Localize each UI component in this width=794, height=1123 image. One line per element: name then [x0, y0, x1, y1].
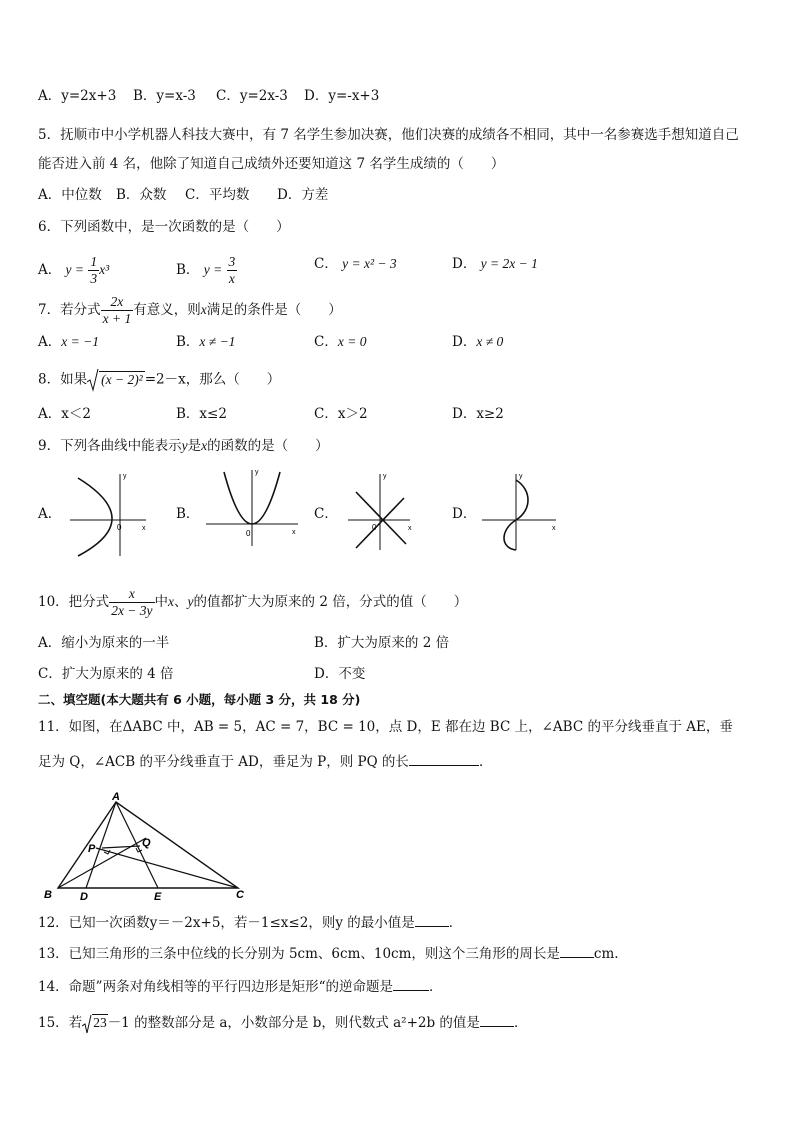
- bisector-b: [58, 838, 146, 888]
- q7-option-b: [176, 332, 235, 352]
- q9-graph-a: [64, 470, 154, 558]
- sqrt-sign-icon: [82, 1014, 92, 1034]
- q7-option-a: [38, 332, 99, 352]
- q6-b-lhs: y =: [203, 262, 223, 277]
- q6-b-den: x: [228, 271, 235, 286]
- q6-a-fraction: [88, 254, 99, 287]
- q7-label-c: C．: [314, 334, 338, 350]
- answer-blank: [409, 764, 479, 766]
- q6-option-c: [314, 254, 397, 274]
- q7-d-expr: x ≠ 0: [476, 334, 504, 349]
- q15-sqrt: [82, 1013, 108, 1034]
- axis-y-label: y: [519, 473, 523, 480]
- q6-d-expr: y = 2x − 1: [480, 256, 538, 271]
- axis-x-label: x: [552, 525, 556, 532]
- q7-c-expr: x = 0: [337, 334, 367, 349]
- q14-end: ．: [428, 979, 443, 995]
- section-2-heading: 二、填空题(本大题共有 6 小题，每小题 3 分，共 18 分): [38, 692, 361, 707]
- segment-ae: [116, 802, 158, 888]
- origin-label: 0: [372, 523, 377, 532]
- q10-vx: x: [168, 594, 175, 609]
- q14-text: 14．命题”两条对角线相等的平行四边形是矩形“的逆命题是: [38, 979, 393, 995]
- q13-text: 13．已知三角形的三条中位线的长分别为 5cm、6cm、10cm，则这个三角形的周长是: [38, 946, 560, 962]
- q6-b-num: 3: [228, 254, 236, 269]
- origin-label: 0: [117, 523, 122, 532]
- q14-stem: [38, 977, 442, 997]
- q9-graph-d: [476, 470, 562, 552]
- q12-end: ．: [448, 915, 463, 931]
- label-c: C: [236, 889, 244, 901]
- q5-stem-line1: 5．抚顺市中小学机器人科技大赛中，有 7 名学生参加决赛，他们决赛的成绩各不相同，其中一名参赛选手想知道自己: [38, 127, 739, 143]
- q4-option-b: B．y=x-3: [133, 88, 196, 104]
- q6-option-b: [176, 254, 237, 287]
- q7-a-expr: x = −1: [61, 334, 99, 349]
- q4-option-c: C．y=2x-3: [216, 88, 288, 104]
- label-b: B: [44, 889, 52, 901]
- q7-label-d: D．: [452, 334, 477, 350]
- bisector-c: [96, 848, 238, 888]
- q9-label-a: A．: [38, 506, 62, 522]
- q4-option-a: A．y=2x+3: [38, 88, 117, 104]
- q5-option-a: A．中位数: [38, 187, 102, 203]
- q7-den: x + 1: [102, 311, 132, 326]
- q15-stem: [38, 1013, 527, 1034]
- q7-label-a: A．: [38, 334, 62, 350]
- q8-option-d: D．x≥2: [452, 406, 504, 422]
- q7-var: x: [200, 302, 207, 317]
- q5-stem-line2: 能否进入前 4 名，他除了知道自己成绩外还要知道这 7 名学生成绩的（ ）: [38, 156, 505, 172]
- q9-p1: 9．下列各曲线中能表示: [38, 438, 182, 454]
- q10-fraction: [109, 586, 154, 619]
- axis-x-label: x: [408, 525, 412, 532]
- label-a: A: [112, 791, 120, 803]
- q7-fraction: [101, 294, 134, 327]
- label-q: Q: [142, 837, 151, 849]
- q6-option-a: [38, 254, 109, 287]
- q10-vy: y: [187, 594, 194, 609]
- q7-suffix1: 有意义，则: [133, 302, 201, 318]
- q8-option-a: A．x＜2: [38, 406, 91, 422]
- q15-suffix: －1 的整数部分是 a，小数部分是 b，则代数式 a²+2b 的值是: [107, 1015, 480, 1031]
- label-d: D: [80, 891, 88, 902]
- axis-x-label: x: [142, 525, 146, 532]
- answer-blank: [480, 1025, 514, 1027]
- q8-prefix: 8．如果: [38, 371, 88, 388]
- q10-den: 2x − 3y: [111, 603, 153, 618]
- q9-x: x: [201, 438, 208, 453]
- segment-pq: [102, 846, 140, 848]
- q6-label-b: B．: [176, 262, 200, 278]
- q5-option-c: C．平均数: [185, 187, 250, 203]
- q9-label-c: C．: [314, 506, 338, 522]
- q12-stem: [38, 913, 462, 933]
- q10-num: x: [109, 586, 154, 603]
- q8-sqrt: [87, 368, 145, 392]
- q6-a-den: 3: [90, 271, 98, 286]
- q6-label-c: C．: [314, 256, 338, 272]
- q4-option-d: D．y=-x+3: [304, 88, 380, 104]
- q7-num: 2x: [101, 294, 134, 311]
- q7-stem: [38, 294, 342, 327]
- q8-radicand: (x − 2)²: [101, 371, 143, 387]
- q8-suffix: =2－x，那么（ ）: [144, 371, 281, 388]
- q10-option-a: A．缩小为原来的一半: [38, 635, 170, 651]
- q10-option-d: D．不变: [314, 666, 366, 682]
- q7-option-d: [452, 332, 503, 352]
- q11-triangle-figure: [38, 790, 258, 902]
- q12-text: 12．已知一次函数y＝－2x+5，若－1≤x≤2，则y 的最小值是: [38, 915, 415, 931]
- axis-y-label: y: [123, 473, 127, 480]
- q6-c-expr: y = x² − 3: [342, 256, 397, 271]
- q8-option-c: C．x＞2: [314, 406, 368, 422]
- q9-p3: 的函数的是（ ）: [207, 438, 329, 454]
- q9-label-b: B．: [176, 506, 200, 522]
- q15-end: ．: [513, 1015, 528, 1031]
- q8-option-b: B．x≤2: [176, 406, 227, 422]
- q9-label-d: D．: [452, 506, 477, 522]
- q6-b-fraction: [227, 254, 238, 287]
- axis-y-label: y: [383, 473, 387, 480]
- q6-a-num: 1: [90, 254, 98, 269]
- q5-option-b: B．众数: [116, 187, 167, 203]
- sqrt-sign-icon: [87, 368, 99, 392]
- q15-radicand: 23: [93, 1015, 107, 1031]
- axis-y-label: y: [255, 469, 259, 476]
- q6-option-d: [452, 254, 538, 274]
- q6-a-lhs: y =: [65, 262, 85, 277]
- q9-p2: 是: [187, 438, 202, 454]
- q11-line2-text: 足为 Q，∠ACB 的平分线垂直于 AD，垂足为 P，则 PQ 的长: [38, 754, 409, 770]
- q6-a-tail: x³: [99, 262, 110, 277]
- axis-x-label: x: [292, 529, 296, 536]
- q11-end: ．: [478, 754, 493, 770]
- q6-stem: 6．下列函数中，是一次函数的是（ ）: [38, 219, 290, 235]
- q10-option-b: B．扩大为原来的 2 倍: [314, 635, 450, 651]
- q10-prefix: 10．把分式: [38, 594, 110, 610]
- curve: [78, 478, 112, 556]
- q11-stem-line1: 11．如图，在ΔABC 中，AB = 5，AC = 7，BC = 10，点 D，E 都在边 BC 上，∠ABC 的平分线垂直于 AE，垂: [38, 719, 733, 735]
- q7-suffix2: 满足的条件是（ ）: [206, 302, 342, 318]
- answer-blank: [415, 925, 449, 927]
- label-e: E: [154, 891, 162, 902]
- origin-label: 0: [246, 529, 251, 538]
- q6-label-a: A．: [38, 262, 62, 278]
- q9-stem: [38, 436, 329, 456]
- q15-prefix: 15．若: [38, 1015, 83, 1031]
- q10-mid2: 的值都扩大为原来的 2 倍，分式的值（ ）: [193, 594, 468, 610]
- q9-graph-b: [200, 466, 300, 548]
- q10-option-c: C．扩大为原来的 4 倍: [38, 666, 174, 682]
- q13-end: cm.: [593, 946, 619, 962]
- answer-blank: [560, 956, 594, 958]
- q10-mid1: 中: [154, 594, 169, 610]
- q7-label-b: B．: [176, 334, 200, 350]
- q13-stem: [38, 944, 619, 964]
- q7-prefix: 7．若分式: [38, 302, 101, 318]
- q9-y: y: [181, 438, 188, 453]
- q9-graph-c: [344, 470, 424, 552]
- q8-stem: [38, 368, 280, 392]
- line-down: [356, 492, 406, 544]
- q6-label-d: D．: [452, 256, 477, 272]
- q10-stem: [38, 586, 467, 619]
- q7-b-expr: x ≠ −1: [199, 334, 236, 349]
- answer-blank: [393, 989, 429, 991]
- q11-stem-line2: [38, 752, 492, 772]
- label-p: P: [88, 843, 96, 855]
- q7-option-c: [314, 332, 366, 352]
- q10-sep: 、: [174, 594, 188, 610]
- q5-option-d: D．方差: [277, 187, 329, 203]
